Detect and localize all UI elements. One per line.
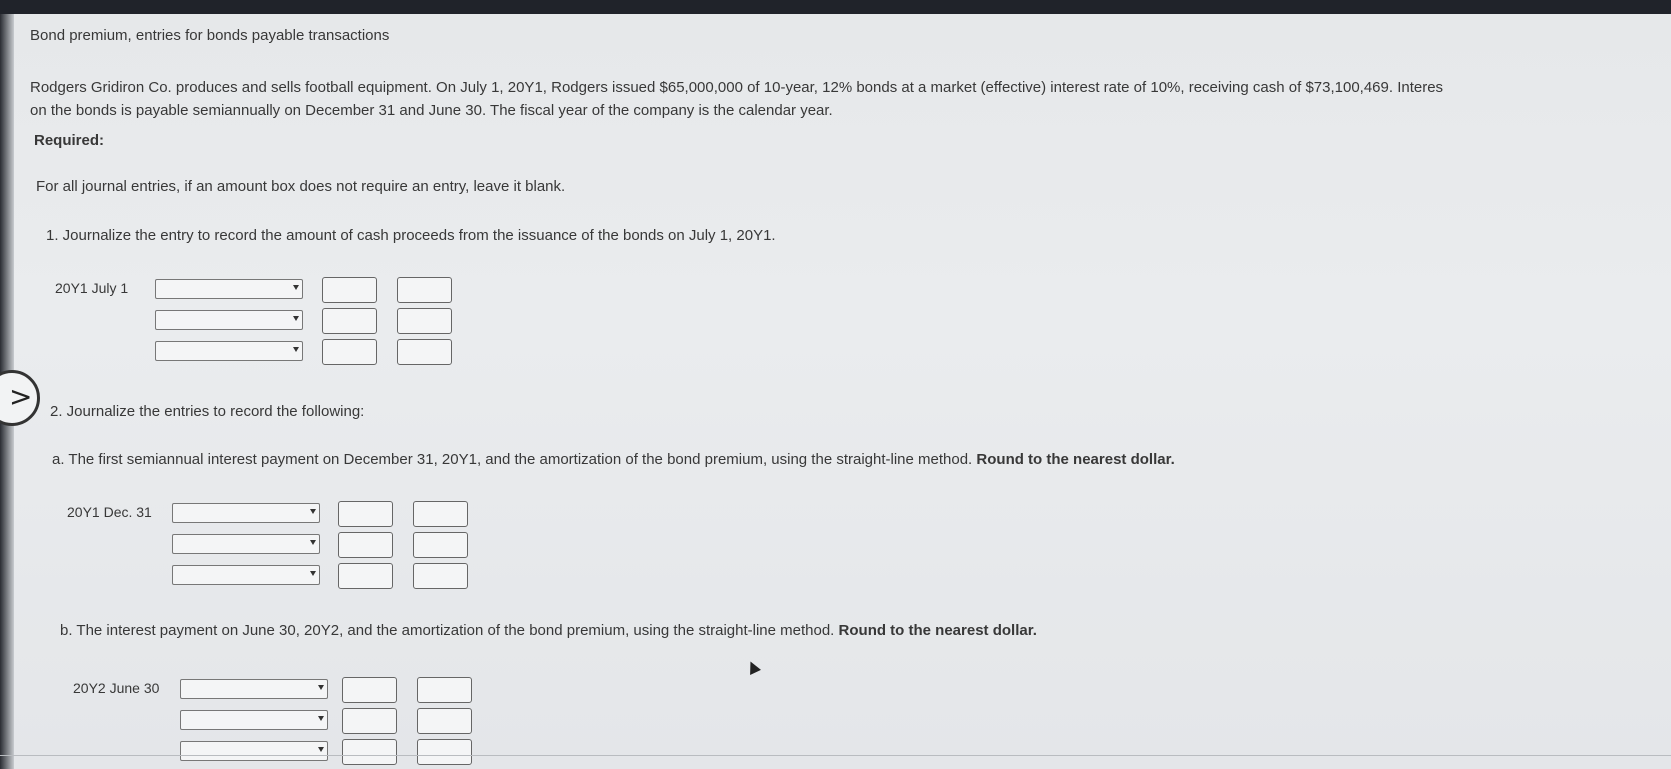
q2a-account-select-2[interactable]	[172, 534, 320, 554]
question-2a-text	[52, 450, 1175, 470]
dropdown-arrow-icon	[318, 685, 324, 690]
q2b-debit-input-2[interactable]	[342, 708, 397, 734]
instruction-text: For all journal entries, if an amount box does not require an entry, leave it blank.	[36, 178, 566, 195]
q1-credit-input-3[interactable]	[397, 339, 452, 365]
q2b-account-select-2[interactable]	[180, 710, 328, 730]
q2b-credit-input-1[interactable]	[417, 677, 472, 703]
q2a-credit-input-1[interactable]	[413, 501, 468, 527]
q2a-date-label: 20Y1 Dec. 31	[67, 504, 152, 520]
question-2b-round-note: Round to the nearest dollar.	[838, 622, 1037, 639]
q2a-debit-input-1[interactable]	[338, 501, 393, 527]
q1-account-select-2[interactable]	[155, 310, 303, 330]
dropdown-arrow-icon	[318, 747, 324, 752]
q2a-account-select-1[interactable]	[172, 503, 320, 523]
mouse-cursor-icon	[745, 659, 761, 675]
section-divider	[0, 755, 1671, 756]
q1-debit-input-1[interactable]	[322, 277, 377, 303]
dropdown-arrow-icon	[293, 347, 299, 352]
dropdown-arrow-icon	[293, 285, 299, 290]
required-label: Required:	[34, 132, 105, 149]
q2a-debit-input-2[interactable]	[338, 532, 393, 558]
q1-date-label: 20Y1 July 1	[55, 280, 129, 296]
q2b-account-select-1[interactable]	[180, 679, 328, 699]
q1-credit-input-2[interactable]	[397, 308, 452, 334]
q2a-debit-input-3[interactable]	[338, 563, 393, 589]
problem-title: Bond premium, entries for bonds payable transactions	[30, 27, 390, 44]
dropdown-arrow-icon	[310, 509, 316, 514]
question-2a-main: a. The first semiannual interest payment on December 31, 20Y1, and the amortization of the bond premium, using the straight-line method.	[52, 451, 973, 468]
q1-account-select-3[interactable]	[155, 341, 303, 361]
q1-debit-input-3[interactable]	[322, 339, 377, 365]
q1-debit-input-2[interactable]	[322, 308, 377, 334]
chevron-right-icon[interactable]: >	[0, 370, 40, 426]
q2a-account-select-3[interactable]	[172, 565, 320, 585]
q2b-account-select-3[interactable]	[180, 741, 328, 761]
dropdown-arrow-icon	[310, 540, 316, 545]
question-2-text: 2. Journalize the entries to record the following:	[50, 403, 365, 420]
q2b-credit-input-2[interactable]	[417, 708, 472, 734]
problem-intro-line1: Rodgers Gridiron Co. produces and sells football equipment. On July 1, 20Y1, Rodgers issued $65,000,000 of 10-year, 12% bonds at a market (effective) interest rate of 10%, receiving cash of $73,100,469. Interes	[30, 79, 1444, 96]
q2b-credit-input-3[interactable]	[417, 739, 472, 765]
question-2a-round-note: Round to the nearest dollar.	[976, 451, 1175, 468]
q2b-date-label: 20Y2 June 30	[73, 680, 160, 696]
question-2b-text	[60, 621, 1037, 641]
q1-account-select-1[interactable]	[155, 279, 303, 299]
dropdown-arrow-icon	[318, 716, 324, 721]
q2b-debit-input-1[interactable]	[342, 677, 397, 703]
screen	[0, 14, 1671, 769]
dropdown-arrow-icon	[310, 571, 316, 576]
dropdown-arrow-icon	[293, 316, 299, 321]
problem-intro-line2: on the bonds is payable semiannually on December 31 and June 30. The fiscal year of the company is the calendar year.	[30, 102, 833, 119]
question-2b-main: b. The interest payment on June 30, 20Y2, and the amortization of the bond premium, using the straight-line method.	[60, 622, 835, 639]
question-1-text: 1. Journalize the entry to record the amount of cash proceeds from the issuance of the bonds on July 1, 20Y1.	[46, 227, 776, 244]
q1-credit-input-1[interactable]	[397, 277, 452, 303]
q2b-debit-input-3[interactable]	[342, 739, 397, 765]
q2a-credit-input-2[interactable]	[413, 532, 468, 558]
q2a-credit-input-3[interactable]	[413, 563, 468, 589]
